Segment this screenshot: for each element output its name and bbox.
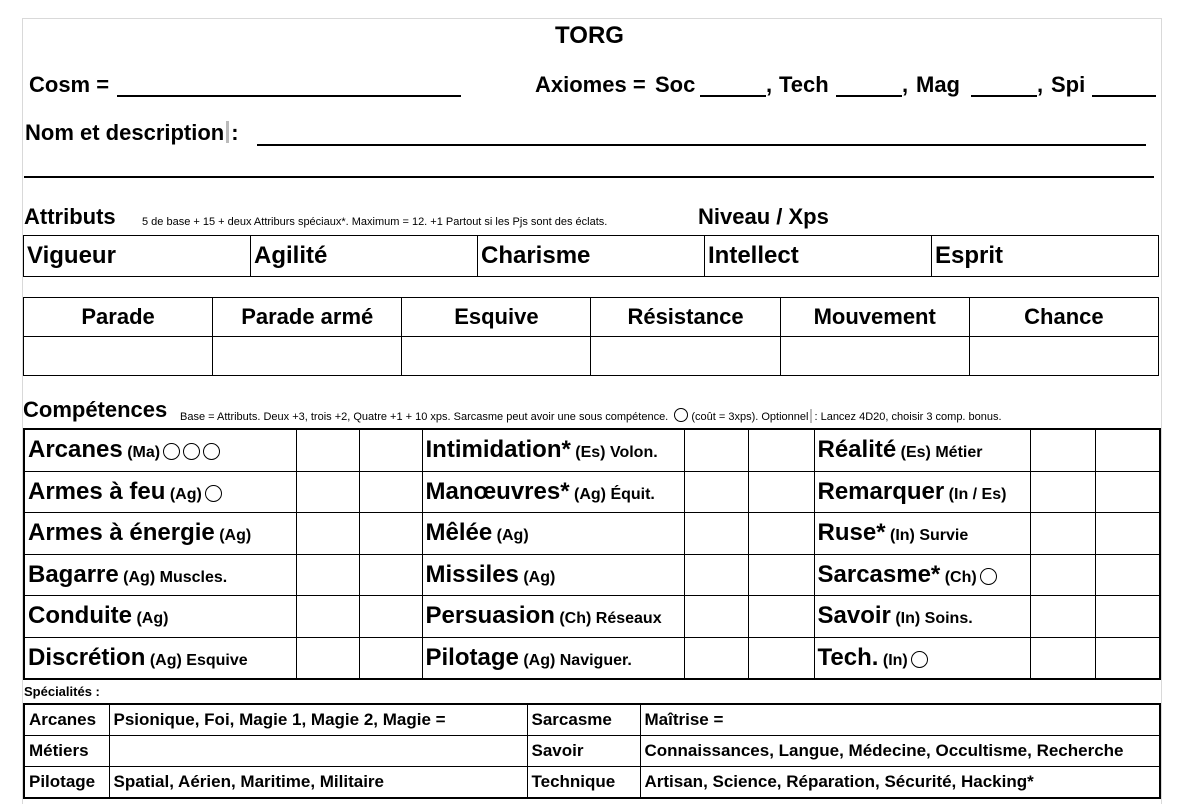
defense-parade: Parade xyxy=(24,298,213,337)
specialty-circle-icon[interactable] xyxy=(183,443,200,460)
skill-name: Mêlée xyxy=(425,519,493,547)
skill-specialty: Équit. xyxy=(610,485,655,503)
skill-name: Tech. xyxy=(817,643,879,671)
skill-value-field[interactable] xyxy=(684,471,748,513)
specialty-options[interactable]: Maîtrise = xyxy=(640,704,1160,736)
skill-name: Armes à feu xyxy=(28,477,166,505)
skill-cell xyxy=(422,596,684,638)
axiom-soc-field[interactable] xyxy=(700,95,766,97)
skill-value-field[interactable] xyxy=(1095,471,1160,513)
skill-attribute: (Ag) xyxy=(523,568,556,586)
skill-specialty: Esquive xyxy=(186,651,248,669)
cosm-field[interactable] xyxy=(117,95,461,97)
specialties-table xyxy=(23,703,1161,799)
skill-name: Arcanes xyxy=(28,436,123,464)
name-field[interactable] xyxy=(257,144,1146,146)
skill-attribute: (In) xyxy=(882,651,908,669)
skill-cell xyxy=(814,429,1030,471)
skill-value-field[interactable] xyxy=(359,429,422,471)
specialty-category: Métiers xyxy=(24,736,109,767)
attribute-vigueur[interactable]: Vigueur xyxy=(24,236,251,277)
specialty-category: Technique xyxy=(527,767,640,799)
skill-specialty: Muscles. xyxy=(159,568,228,586)
skill-value-field[interactable] xyxy=(359,596,422,638)
sheet-title: TORG xyxy=(555,22,624,49)
skills-row xyxy=(24,596,1160,638)
level-xp-label: Niveau / Xps xyxy=(698,204,829,229)
specialty-options[interactable]: Spatial, Aérien, Maritime, Militaire xyxy=(109,767,527,799)
defense-value-parade-arme[interactable] xyxy=(213,337,402,376)
skill-attribute: (Ag) xyxy=(169,485,202,503)
skills-note: Base = Attributs. Deux +3, trois +2, Quatre +1 + 10 xps. Sarcasme peut avoir une sous compétence. (coût = 3xps). Optionnel : Lancez 4D20, choisir 3 comp. bonus. xyxy=(180,408,1002,423)
skill-value-field[interactable] xyxy=(1095,596,1160,638)
skill-cell xyxy=(814,554,1030,596)
skills-row xyxy=(24,429,1160,471)
specialty-category: Pilotage xyxy=(24,767,109,799)
skill-value-field[interactable] xyxy=(296,596,359,638)
specialty-row xyxy=(24,704,1160,736)
defense-chance: Chance xyxy=(969,298,1158,337)
skill-cell xyxy=(422,637,684,679)
skill-value-field[interactable] xyxy=(748,513,814,555)
skill-attribute: (Ag) xyxy=(574,485,606,503)
skills-row xyxy=(24,513,1160,555)
skill-cell xyxy=(422,429,684,471)
axioms-label: Axiomes = xyxy=(535,72,646,97)
defense-resistance: Résistance xyxy=(591,298,780,337)
skill-cell xyxy=(814,596,1030,638)
specialties-heading: Spécialités : xyxy=(24,684,100,699)
specialty-options[interactable]: Psionique, Foi, Magie 1, Magie 2, Magie = xyxy=(109,704,527,736)
defenses-table xyxy=(23,297,1159,376)
defense-mouvement: Mouvement xyxy=(780,298,969,337)
specialty-circle-icon[interactable] xyxy=(203,443,220,460)
specialty-options[interactable]: Connaissances, Langue, Médecine, Occultisme, Recherche xyxy=(640,736,1160,767)
specialty-row xyxy=(24,767,1160,799)
skill-specialty: Survie xyxy=(919,527,969,545)
defense-value-parade[interactable] xyxy=(24,337,213,376)
skill-name: Sarcasme* xyxy=(817,560,941,588)
skill-cell xyxy=(24,637,296,679)
skills-heading: Compétences xyxy=(23,397,168,422)
cosm-label: Cosm = xyxy=(29,72,110,97)
specialty-circle-icon[interactable] xyxy=(980,568,997,585)
axiom-mag-label: Mag xyxy=(916,72,960,97)
skill-cell xyxy=(814,637,1030,679)
axiom-spi-label: Spi xyxy=(1051,72,1086,97)
skill-attribute: (Es) xyxy=(900,444,931,462)
skill-value-field[interactable] xyxy=(1095,513,1160,555)
skill-name: Discrétion xyxy=(28,643,146,671)
skill-cell xyxy=(422,471,684,513)
defense-value-mouvement[interactable] xyxy=(780,337,969,376)
specialty-circle-icon[interactable] xyxy=(205,485,222,502)
skill-cell xyxy=(24,513,296,555)
skill-name: Remarquer xyxy=(817,477,945,505)
skill-specialty: Naviguer. xyxy=(559,651,632,669)
skill-specialty: Soins. xyxy=(924,610,973,628)
skill-cell xyxy=(24,471,296,513)
skill-value-field[interactable] xyxy=(359,513,422,555)
skill-cell xyxy=(422,513,684,555)
attribute-agilite[interactable]: Agilité xyxy=(251,236,478,277)
axiom-mag-field[interactable] xyxy=(971,95,1037,97)
skill-value-field[interactable] xyxy=(748,471,814,513)
defense-value-esquive[interactable] xyxy=(402,337,591,376)
option-circle-icon xyxy=(674,408,688,422)
skill-attribute: (Ch) xyxy=(944,568,977,586)
axiom-soc-label: Soc xyxy=(655,72,696,97)
specialty-circle-icon[interactable] xyxy=(911,651,928,668)
specialty-circle-icon[interactable] xyxy=(163,443,180,460)
skill-name: Ruse* xyxy=(817,519,886,547)
attribute-intellect[interactable]: Intellect xyxy=(705,236,932,277)
skill-specialty: Réseaux xyxy=(595,610,662,628)
specialty-options[interactable] xyxy=(109,736,527,767)
skill-value-field[interactable] xyxy=(359,471,422,513)
skill-value-field[interactable] xyxy=(684,637,748,679)
skill-attribute: (Ag) xyxy=(123,568,156,586)
defense-value-chance[interactable] xyxy=(969,337,1158,376)
skill-name: Pilotage xyxy=(425,643,519,671)
skill-name: Intimidation* xyxy=(425,436,571,464)
skill-attribute: (Ag) xyxy=(136,610,169,628)
skill-value-field[interactable] xyxy=(1030,471,1095,513)
skill-specialty: Métier xyxy=(935,444,983,462)
skill-attribute: (Ch) xyxy=(559,610,592,628)
skill-cell xyxy=(422,554,684,596)
skill-value-field[interactable] xyxy=(296,429,359,471)
skill-cell xyxy=(24,554,296,596)
defense-parade-arme: Parade armé xyxy=(213,298,402,337)
skill-value-field[interactable] xyxy=(748,554,814,596)
skill-name: Conduite xyxy=(28,602,132,630)
skill-value-field[interactable] xyxy=(1030,429,1095,471)
skill-name: Missiles xyxy=(425,560,519,588)
specialty-options[interactable]: Artisan, Science, Réparation, Sécurité, Hacking* xyxy=(640,767,1160,799)
attributes-heading: Attributs xyxy=(24,204,116,229)
skill-value-field[interactable] xyxy=(1095,554,1160,596)
skills-row xyxy=(24,637,1160,679)
skill-value-field[interactable] xyxy=(684,429,748,471)
skill-attribute: (In / Es) xyxy=(948,485,1007,503)
specialty-category: Sarcasme xyxy=(527,704,640,736)
attribute-esprit[interactable]: Esprit xyxy=(932,236,1159,277)
defense-esquive: Esquive xyxy=(402,298,591,337)
skill-name: Persuasion xyxy=(425,602,555,630)
skill-value-field[interactable] xyxy=(296,637,359,679)
skill-value-field[interactable] xyxy=(684,513,748,555)
skill-attribute: (Ag) xyxy=(219,527,252,545)
skill-cell xyxy=(24,429,296,471)
defense-value-resistance[interactable] xyxy=(591,337,780,376)
attributes-note: 5 de base + 15 + deux Attriburs spéciaux*. Maximum = 12. +1 Partout si les Pjs sont des éclats. xyxy=(142,216,608,228)
axiom-tech-label: Tech xyxy=(779,72,829,97)
skill-value-field[interactable] xyxy=(748,429,814,471)
skill-name: Savoir xyxy=(817,602,891,630)
skill-value-field[interactable] xyxy=(359,554,422,596)
skill-value-field[interactable] xyxy=(296,513,359,555)
skills-row xyxy=(24,554,1160,596)
skill-name: Bagarre xyxy=(28,560,119,588)
skill-attribute: (Es) xyxy=(575,444,606,462)
skill-attribute: (Ma) xyxy=(127,444,161,462)
skill-name: Armes à énergie xyxy=(28,519,215,547)
skill-value-field[interactable] xyxy=(684,596,748,638)
axiom-spi-field[interactable] xyxy=(1092,95,1156,97)
attributes-table xyxy=(23,235,1159,277)
specialty-category: Savoir xyxy=(527,736,640,767)
axiom-tech-field[interactable] xyxy=(836,95,902,97)
skill-value-field[interactable] xyxy=(748,637,814,679)
skill-value-field[interactable] xyxy=(1030,596,1095,638)
skills-table xyxy=(23,428,1161,680)
specialty-category: Arcanes xyxy=(24,704,109,736)
skill-name: Réalité xyxy=(817,436,897,464)
skill-attribute: (Ag) xyxy=(149,651,182,669)
skill-cell xyxy=(24,596,296,638)
attribute-charisme[interactable]: Charisme xyxy=(478,236,705,277)
skill-value-field[interactable] xyxy=(296,471,359,513)
skill-attribute: (In) xyxy=(889,527,915,545)
skill-value-field[interactable] xyxy=(748,596,814,638)
skill-value-field[interactable] xyxy=(1030,513,1095,555)
skill-cell xyxy=(814,513,1030,555)
skill-value-field[interactable] xyxy=(359,637,422,679)
skill-specialty: Volon. xyxy=(609,444,658,462)
description-field[interactable] xyxy=(24,176,1154,178)
name-label: Nom et description : xyxy=(25,120,239,145)
skill-value-field[interactable] xyxy=(684,554,748,596)
skill-value-field[interactable] xyxy=(1030,637,1095,679)
skill-value-field[interactable] xyxy=(1095,429,1160,471)
skill-value-field[interactable] xyxy=(1095,637,1160,679)
specialty-row xyxy=(24,736,1160,767)
skill-cell xyxy=(814,471,1030,513)
skill-name: Manœuvres* xyxy=(425,477,570,505)
skill-value-field[interactable] xyxy=(1030,554,1095,596)
skills-row xyxy=(24,471,1160,513)
skill-value-field[interactable] xyxy=(296,554,359,596)
skill-attribute: (In) xyxy=(895,610,921,628)
skill-attribute: (Ag) xyxy=(523,651,556,669)
skill-attribute: (Ag) xyxy=(496,527,529,545)
